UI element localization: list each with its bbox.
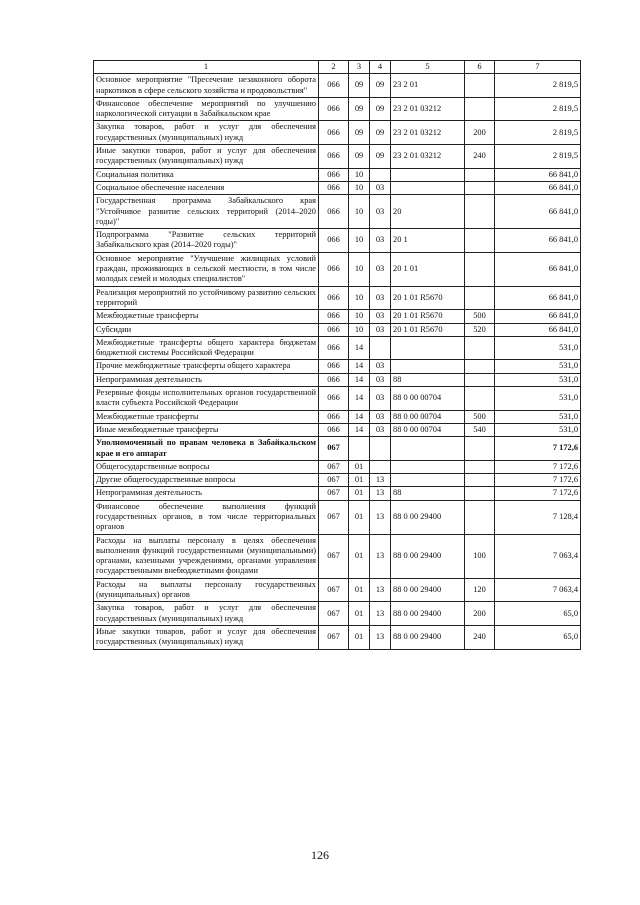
row-ministry-code: 067 [319,602,349,626]
row-section-code: 14 [349,410,370,423]
row-amount: 7 172,6 [495,460,581,473]
row-expense-type: 520 [465,323,495,336]
row-name: Финансовое обеспечение выполнения функций государственных органов, в том числе территориальных органов [94,500,319,534]
row-subsection-code: 13 [370,578,391,602]
row-name: Социальное обеспечение населения [94,181,319,194]
row-name: Иные закупки товаров, работ и услуг для обеспечения государственных (муниципальных) нужд [94,625,319,649]
row-name: Финансовое обеспечение мероприятий по улучшению наркологической ситуации в Забайкальском крае [94,97,319,121]
row-ministry-code: 066 [319,229,349,253]
row-subsection-code: 09 [370,97,391,121]
table-row [94,487,581,500]
row-target-article: 88 0 00 29400 [391,602,465,626]
row-expense-type [465,336,495,360]
row-subsection-code: 03 [370,310,391,323]
table-row [94,168,581,181]
row-section-code: 01 [349,487,370,500]
row-ministry-code: 067 [319,534,349,578]
table-row [94,310,581,323]
row-section-code: 09 [349,74,370,98]
row-expense-type [465,387,495,411]
row-amount: 2 819,5 [495,145,581,169]
row-ministry-code: 067 [319,578,349,602]
row-subsection-code [370,168,391,181]
row-expense-type: 100 [465,534,495,578]
row-ministry-code: 066 [319,360,349,373]
row-section-code: 01 [349,625,370,649]
row-name: Непрограммная деятельность [94,373,319,386]
row-expense-type: 500 [465,310,495,323]
row-target-article: 88 [391,487,465,500]
row-subsection-code: 03 [370,252,391,286]
row-subsection-code [370,460,391,473]
row-target-article: 88 0 00 00704 [391,410,465,423]
row-amount: 2 819,5 [495,121,581,145]
row-amount: 531,0 [495,423,581,436]
table-row [94,336,581,360]
row-name: Основное мероприятие "Пресечение незаконного оборота наркотиков в сфере сельского хозяйства и продовольствия" [94,74,319,98]
row-ministry-code: 066 [319,252,349,286]
row-ministry-code: 067 [319,487,349,500]
row-section-code [349,437,370,461]
row-amount: 2 819,5 [495,74,581,98]
column-header: 2 [319,61,349,74]
row-ministry-code: 066 [319,286,349,310]
row-target-article [391,336,465,360]
row-target-article [391,437,465,461]
row-amount: 531,0 [495,373,581,386]
row-subsection-code: 09 [370,145,391,169]
row-amount: 531,0 [495,336,581,360]
row-section-code: 14 [349,373,370,386]
row-target-article: 20 1 01 R5670 [391,323,465,336]
table-row [94,252,581,286]
row-name: Межбюджетные трансферты [94,410,319,423]
row-expense-type: 500 [465,410,495,423]
row-expense-type [465,195,495,229]
row-name: Социальная политика [94,168,319,181]
row-subsection-code: 03 [370,286,391,310]
row-target-article: 23 2 01 03212 [391,97,465,121]
table-row [94,460,581,473]
row-name: Основное мероприятие "Улучшение жилищных условий граждан, проживающих в сельской местности, в том числе молодых семей и молодых специалистов" [94,252,319,286]
column-header: 6 [465,61,495,74]
table-row [94,286,581,310]
row-amount: 66 841,0 [495,323,581,336]
row-expense-type [465,437,495,461]
row-subsection-code: 03 [370,360,391,373]
row-section-code: 10 [349,168,370,181]
row-ministry-code: 066 [319,195,349,229]
row-section-code: 01 [349,460,370,473]
row-section-code: 14 [349,423,370,436]
row-amount: 66 841,0 [495,252,581,286]
row-subsection-code: 13 [370,625,391,649]
row-expense-type: 120 [465,578,495,602]
row-amount: 531,0 [495,410,581,423]
row-amount: 7 172,6 [495,437,581,461]
row-target-article: 88 0 00 29400 [391,625,465,649]
column-header: 7 [495,61,581,74]
table-row [94,500,581,534]
table-row [94,195,581,229]
row-target-article: 20 [391,195,465,229]
row-expense-type [465,229,495,253]
row-section-code: 01 [349,534,370,578]
row-section-code: 09 [349,121,370,145]
row-subsection-code: 13 [370,487,391,500]
column-header: 4 [370,61,391,74]
row-amount: 7 172,6 [495,487,581,500]
row-target-article [391,181,465,194]
row-expense-type [465,286,495,310]
row-name: Межбюджетные трансферты общего характера бюджетам бюджетной системы Российской Федерации [94,336,319,360]
row-subsection-code: 13 [370,534,391,578]
row-subsection-code: 03 [370,387,391,411]
row-expense-type [465,97,495,121]
row-expense-type: 200 [465,602,495,626]
row-target-article: 88 0 00 29400 [391,578,465,602]
row-target-article: 23 2 01 03212 [391,145,465,169]
row-subsection-code: 03 [370,373,391,386]
row-section-code: 10 [349,181,370,194]
row-expense-type [465,74,495,98]
row-ministry-code: 066 [319,387,349,411]
row-name: Прочие межбюджетные трансферты общего характера [94,360,319,373]
row-target-article: 88 0 00 00704 [391,387,465,411]
row-amount: 66 841,0 [495,310,581,323]
row-name: Уполномоченный по правам человека в Забайкальском крае и его аппарат [94,437,319,461]
row-target-article [391,460,465,473]
row-subsection-code: 13 [370,474,391,487]
row-ministry-code: 066 [319,310,349,323]
row-subsection-code [370,437,391,461]
row-name: Расходы на выплаты персоналу государственных (муниципальных) органов [94,578,319,602]
row-subsection-code: 03 [370,181,391,194]
row-expense-type: 540 [465,423,495,436]
row-ministry-code: 066 [319,121,349,145]
row-amount: 2 819,5 [495,97,581,121]
row-name: Межбюджетные трансферты [94,310,319,323]
row-expense-type [465,487,495,500]
row-amount: 7 063,4 [495,578,581,602]
row-section-code: 14 [349,387,370,411]
row-ministry-code: 066 [319,181,349,194]
table-row [94,229,581,253]
row-name: Другие общегосударственные вопросы [94,474,319,487]
row-amount: 7 063,4 [495,534,581,578]
row-name: Иные межбюджетные трансферты [94,423,319,436]
row-subsection-code: 03 [370,423,391,436]
row-expense-type [465,373,495,386]
row-ministry-code: 067 [319,474,349,487]
row-target-article: 20 1 01 R5670 [391,286,465,310]
table-row [94,387,581,411]
row-expense-type [465,252,495,286]
table-row [94,578,581,602]
row-expense-type [465,500,495,534]
row-name: Общегосударственные вопросы [94,460,319,473]
row-name: Закупка товаров, работ и услуг для обеспечения государственных (муниципальных) нужд [94,602,319,626]
row-target-article: 20 1 01 [391,252,465,286]
row-target-article: 88 0 00 29400 [391,534,465,578]
row-name: Реализация мероприятий по устойчивому развитию сельских территорий [94,286,319,310]
table-row [94,625,581,649]
row-ministry-code: 066 [319,336,349,360]
row-ministry-code: 067 [319,625,349,649]
row-amount: 7 128,4 [495,500,581,534]
table-row [94,360,581,373]
row-amount: 531,0 [495,387,581,411]
table-body [94,61,581,650]
row-section-code: 10 [349,286,370,310]
row-ministry-code: 066 [319,410,349,423]
row-name: Подпрограмма "Развитие сельских территорий Забайкальского края (2014–2020 годы)" [94,229,319,253]
table-row [94,323,581,336]
row-ministry-code: 067 [319,500,349,534]
row-subsection-code [370,336,391,360]
column-header: 3 [349,61,370,74]
table-row [94,423,581,436]
row-target-article [391,474,465,487]
table-row [94,74,581,98]
row-expense-type [465,460,495,473]
row-target-article: 88 0 00 00704 [391,423,465,436]
row-subsection-code: 03 [370,410,391,423]
row-subsection-code: 13 [370,500,391,534]
row-target-article [391,168,465,181]
row-name: Иные закупки товаров, работ и услуг для обеспечения государственных (муниципальных) нужд [94,145,319,169]
table-header-row [94,61,581,74]
row-amount: 66 841,0 [495,168,581,181]
row-amount: 66 841,0 [495,229,581,253]
row-ministry-code: 067 [319,437,349,461]
row-section-code: 01 [349,500,370,534]
row-expense-type [465,168,495,181]
budget-table [93,60,581,650]
row-name: Резервные фонды исполнительных органов государственной власти субъекта Российской Федерации [94,387,319,411]
row-ministry-code: 066 [319,168,349,181]
table-row [94,474,581,487]
row-section-code: 01 [349,474,370,487]
row-amount: 7 172,6 [495,474,581,487]
row-amount: 66 841,0 [495,181,581,194]
row-expense-type [465,181,495,194]
row-name: Закупка товаров, работ и услуг для обеспечения государственных (муниципальных) нужд [94,121,319,145]
row-name: Непрограммная деятельность [94,487,319,500]
page-number: 126 [311,848,329,862]
table-row [94,602,581,626]
row-ministry-code: 066 [319,423,349,436]
row-name: Субсидии [94,323,319,336]
row-expense-type: 240 [465,145,495,169]
row-ministry-code: 066 [319,74,349,98]
row-subsection-code: 03 [370,195,391,229]
row-subsection-code: 09 [370,74,391,98]
row-name: Государственная программа Забайкальского края "Устойчивое развитие сельских территорий (2014–2020 годы)" [94,195,319,229]
table-row [94,97,581,121]
row-target-article: 88 0 00 29400 [391,500,465,534]
table-row [94,437,581,461]
row-expense-type [465,360,495,373]
row-ministry-code: 066 [319,145,349,169]
table-row [94,373,581,386]
table-row [94,534,581,578]
row-expense-type: 200 [465,121,495,145]
row-section-code: 10 [349,252,370,286]
row-section-code: 09 [349,97,370,121]
table-row [94,121,581,145]
row-amount: 66 841,0 [495,195,581,229]
row-section-code: 01 [349,602,370,626]
row-amount: 66 841,0 [495,286,581,310]
row-target-article: 20 1 01 R5670 [391,310,465,323]
row-target-article: 23 2 01 03212 [391,121,465,145]
row-section-code: 10 [349,310,370,323]
row-target-article: 23 2 01 [391,74,465,98]
row-name: Расходы на выплаты персоналу в целях обеспечения выполнения функций государственными (муниципальными) органами, казенными учреждениями, органами управления государственными внебюджетными фондами [94,534,319,578]
row-expense-type [465,474,495,487]
row-ministry-code: 066 [319,373,349,386]
row-target-article: 88 [391,373,465,386]
row-section-code: 14 [349,336,370,360]
row-section-code: 09 [349,145,370,169]
row-target-article [391,360,465,373]
row-ministry-code: 066 [319,97,349,121]
row-target-article: 20 1 [391,229,465,253]
row-amount: 65,0 [495,602,581,626]
row-section-code: 10 [349,323,370,336]
column-header: 5 [391,61,465,74]
row-subsection-code: 13 [370,602,391,626]
row-section-code: 10 [349,229,370,253]
row-section-code: 10 [349,195,370,229]
row-section-code: 01 [349,578,370,602]
row-subsection-code: 09 [370,121,391,145]
column-header: 1 [94,61,319,74]
row-subsection-code: 03 [370,323,391,336]
row-amount: 531,0 [495,360,581,373]
table-row [94,410,581,423]
row-expense-type: 240 [465,625,495,649]
table-row [94,145,581,169]
row-ministry-code: 067 [319,460,349,473]
row-amount: 65,0 [495,625,581,649]
table-row [94,181,581,194]
row-ministry-code: 066 [319,323,349,336]
row-subsection-code: 03 [370,229,391,253]
row-section-code: 14 [349,360,370,373]
